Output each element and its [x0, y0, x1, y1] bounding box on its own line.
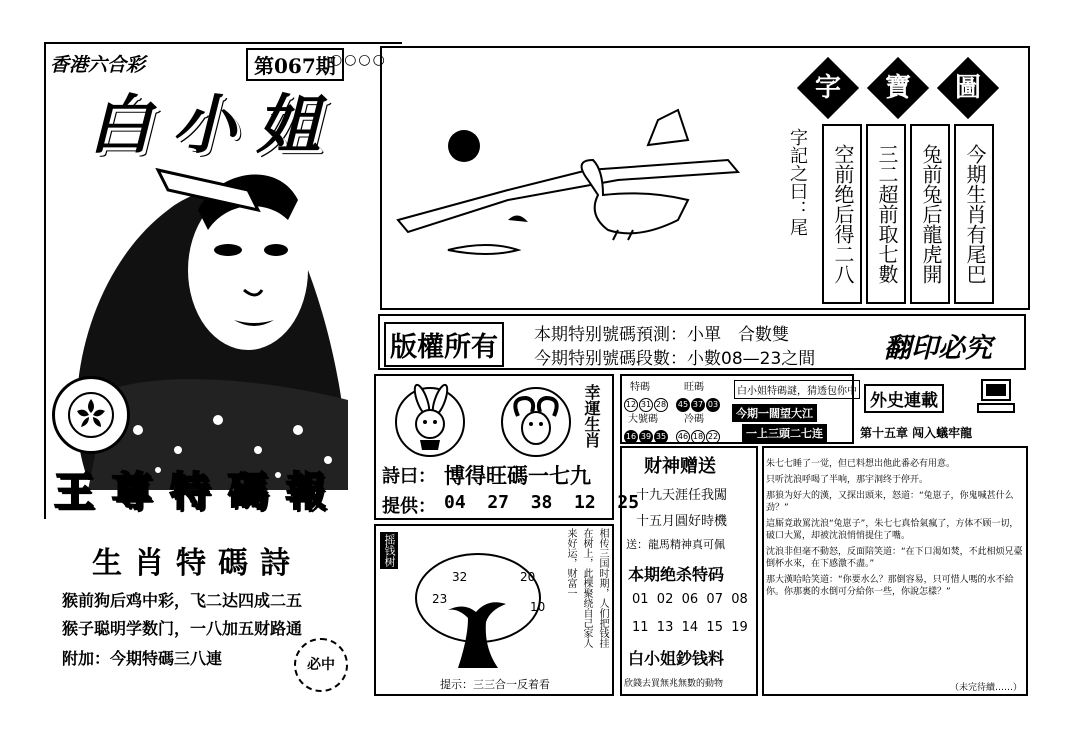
label-da: 大號碼 [628, 414, 658, 425]
zodiac-line-2: 兔前兔后龍虎開 [910, 124, 950, 304]
story-title: 外史連載 [864, 384, 944, 413]
tree-side-text-1: 相传三国时期，人们把钱挂 [597, 528, 608, 648]
caishen-line-2: 十五月圓好時機 [636, 514, 728, 529]
poem-label: 詩曰： [382, 466, 436, 487]
must-win-stamp: 必中 [294, 638, 348, 692]
computer-icon [976, 376, 1024, 416]
label-te: 特碼 [630, 382, 650, 393]
prediction-line-1: 本期特别號碼預測：小單 合數雙 [534, 325, 789, 345]
story-paragraph: 沈浪非但毫不動怒，反面陪笑道：“在下口渴如焚，不此相烦兄臺倒杯水來，在下感激不盡。” [766, 547, 1023, 569]
story-paragraph: 朱七七睡了一觉，但已料想出他此番必有用意。 [766, 459, 956, 469]
balls-da [624, 424, 669, 444]
caishen-title: 财神赠送 [644, 456, 716, 477]
riddle-line-1: 今期一闊望大江 [732, 404, 817, 422]
story-paragraph: 這厮竟敢罵沈浪“兔崽子”，朱七七真恰氣瘋了，方体不顾一切，破口大罵，却被沈浪悄悄提住了嘴。 [766, 519, 1019, 541]
tree-side-text-3: 来好运，财富一 [565, 528, 576, 598]
ball: 35 [654, 430, 668, 444]
zodiac-poem-line-2: 猴子聪明学数门，一八加五财路通 [62, 619, 303, 638]
zodiac-line-4: 空前绝后得二八 [822, 124, 862, 304]
prediction-line-2: 今期特别號碼段數：小數08—23之間 [534, 349, 816, 369]
ball: 03 [706, 398, 720, 412]
ball: 18 [691, 430, 705, 444]
label-leng: 冷碼 [684, 414, 704, 425]
money-title: 白小姐鈔钱料 [628, 649, 725, 668]
tree-number-3: 23 [432, 592, 448, 606]
story-end: （未完待續……） [950, 683, 1023, 693]
zodiac-chars [798, 58, 1008, 128]
issue-dots: ○○○○ [330, 52, 387, 68]
copyright-left: 版權所有 [384, 322, 504, 367]
ball: 28 [654, 398, 668, 412]
zodiac-line-1: 今期生肖有尾巴 [954, 124, 994, 304]
zodiac-char-3: 圖 [954, 73, 981, 103]
balls-wang [676, 392, 721, 412]
ram-icon [496, 380, 576, 460]
tree-side-text-2: 在树上，此棵聚绕自己家人 [581, 528, 592, 648]
story-paragraph: 只听沈浪呼喝了半响，那宇洞终于停开。 [766, 475, 929, 485]
money-tree-tag: 摇钱树 [380, 532, 398, 569]
ball: 22 [706, 430, 720, 444]
main-title: 白小姐 [88, 88, 340, 163]
story-paragraph: 那大漢哈哈笑道：“你要水么？那倒容易，只可惜人嗎的水不給你。你那裏的水倒可分給你一些，你說怎樣？” [766, 575, 1014, 597]
story-paragraph: 那狼为好大的漢，又探出頭来，怒道：“兔崽子，你鬼喊甚什么劲？” [766, 491, 1014, 513]
ball: 45 [676, 398, 690, 412]
balls-te [624, 392, 669, 412]
lucky-poem: 博得旺碼一七九 [444, 463, 591, 488]
zodiac-poem-line-1: 猴前狗后鸡中彩，飞二达四成二五 [62, 591, 303, 610]
lucky-label: 幸運生肖 [582, 384, 601, 448]
kill-row-1: 01 02 06 07 08 [632, 592, 748, 607]
hongkong-emblem [52, 376, 130, 454]
issue-number: 第067期 [246, 48, 344, 81]
caishen-line-3: 送：龍馬精神真可佩 [626, 538, 725, 551]
tree-hint: 提示：三三合一反着看 [440, 678, 550, 691]
balls-leng [676, 424, 721, 444]
kill-title: 本期绝杀特码 [628, 565, 725, 584]
money-note: 欣錢去買無兆無數的動物 [624, 679, 724, 689]
banner-title: 王 尊 特 碼 報 [54, 468, 328, 515]
ball: 37 [691, 398, 705, 412]
tree-number-2: 20 [520, 570, 536, 584]
story-body [766, 458, 1024, 602]
goose-illustration [388, 100, 748, 270]
kill-row-2: 11 13 14 15 19 [632, 620, 748, 635]
tree-number-4: 10 [530, 600, 546, 614]
zodiac-poem-extra: 附加：今期特碼三八連 [62, 649, 223, 668]
tree-number-1: 32 [452, 570, 468, 584]
zodiac-poem-title: 生肖特碼詩 [92, 546, 302, 581]
rabbit-icon [390, 380, 470, 460]
ball: 12 [624, 398, 638, 412]
caishen-line-1: 十九天涯任我闖 [636, 488, 728, 503]
brand-label: 香港六合彩 [50, 54, 146, 76]
zodiac-char-2: 寶 [884, 73, 911, 103]
ball: 46 [676, 430, 690, 444]
copyright-right: 翻印必究 [884, 333, 992, 364]
ball: 39 [639, 430, 653, 444]
ball: 31 [639, 398, 653, 412]
ball: 16 [624, 430, 638, 444]
zodiac-note: 字記之曰：尾 [787, 128, 808, 236]
riddle-label: 白小姐特碼謎，猜透包你中 [734, 380, 860, 399]
lucky-numbers: 04 27 38 12 25 [444, 492, 640, 513]
zodiac-line-3: 三二超前取七數 [866, 124, 906, 304]
zodiac-char-1: 字 [814, 73, 841, 103]
label-wang: 旺碼 [684, 382, 704, 393]
provide-label: 提供： [382, 496, 436, 517]
riddle-line-2: 一上三頭二七连 [742, 424, 827, 442]
story-chapter: 第十五章 闯入蟻牢龍 [860, 426, 973, 440]
